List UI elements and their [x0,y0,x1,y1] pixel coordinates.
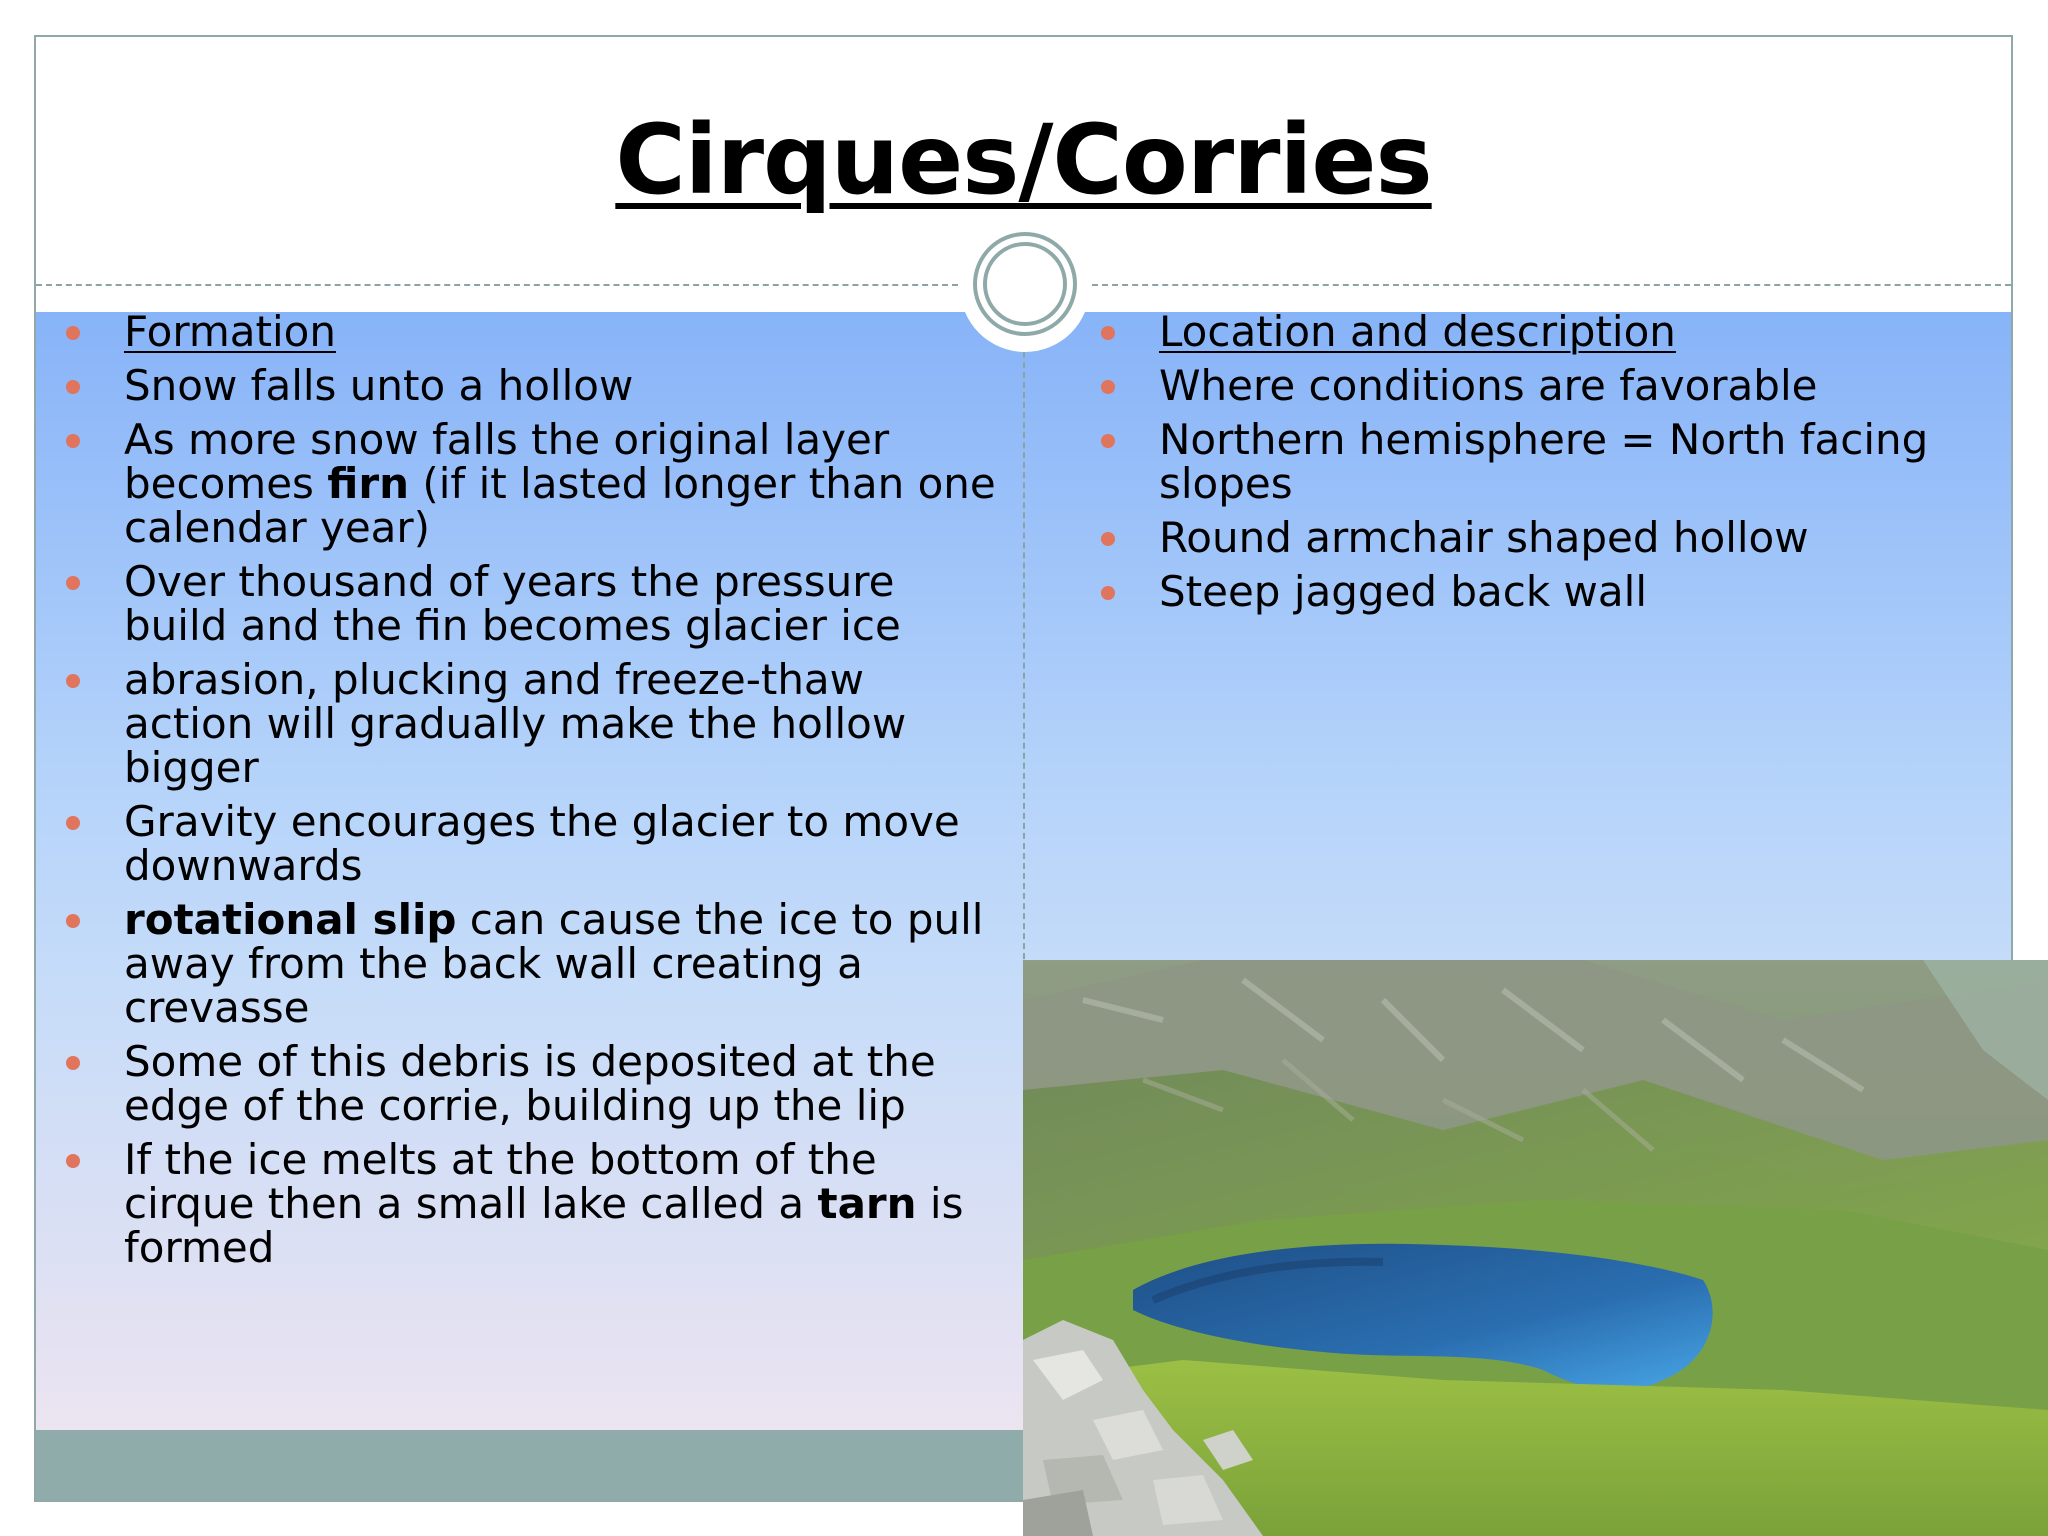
list-item-text: (if it lasted longer than one calendar year) [124,459,996,552]
bullet-icon [66,674,80,688]
bullet-icon [1101,380,1115,394]
bullet-icon [1101,434,1115,448]
list-item [36,1135,996,1272]
list-item-text: As more snow falls the original layer becomes [124,415,890,508]
list-item-text: can cause the ice to pull away from the back wall creating a crevasse [124,895,984,1032]
list-item-text: Steep jagged back wall [1159,567,1647,616]
landscape-illustration [1023,960,2048,1536]
list-item-text: is formed [124,1179,964,1272]
divider-left [36,284,958,286]
bullet-icon [1101,326,1115,340]
list-item [36,557,996,650]
bullet-icon [66,1056,80,1070]
list-item-text: Over thousand of years the pressure build and the fin becomes glacier ice [124,557,901,650]
bullet-icon [66,434,80,448]
list-item [36,307,996,356]
list-item [1071,513,2011,562]
bullet-icon [66,1154,80,1168]
list-item [36,655,996,792]
list-item [1071,361,2011,410]
list-item-text: Round armchair shaped hollow [1159,513,1809,562]
location-list [1071,307,2011,624]
list-item [1071,307,2011,356]
list-item [1071,567,2011,616]
formation-heading: Formation [124,307,336,356]
list-item [36,1037,996,1130]
bullet-icon [66,380,80,394]
list-item-text: If the ice melts at the bottom of the cirque then a small lake called a [124,1135,877,1228]
corrie-lake-photo [1023,960,2048,1536]
bullet-icon [1101,532,1115,546]
location-heading: Location and description [1159,307,1676,356]
bullet-icon [66,576,80,590]
list-item [36,361,996,410]
list-item-text: Snow falls unto a hollow [124,361,634,410]
list-item [36,797,996,890]
bullet-icon [66,914,80,928]
list-item-text: Northern hemisphere = North facing slopes [1159,415,1929,508]
term-rotational-slip: rotational slip [124,895,457,944]
slide-title: Cirques/Corries [615,104,1432,216]
term-tarn: tarn [817,1179,917,1228]
list-item-text: Where conditions are favorable [1159,361,1818,410]
list-item-text: abrasion, plucking and freeze-thaw action will gradually make the hollow bigger [124,655,907,792]
list-item [36,415,996,552]
divider-right [1092,284,2011,286]
list-item-text: Some of this debris is deposited at the edge of the corrie, building up the lip [124,1037,936,1130]
bullet-icon [66,816,80,830]
bullet-icon [66,326,80,340]
list-item-text: Gravity encourages the glacier to move downwards [124,797,960,890]
formation-list [36,307,996,1280]
bullet-icon [1101,586,1115,600]
list-item [1071,415,2011,508]
list-item [36,895,996,1032]
term-firn: firn [327,459,410,508]
